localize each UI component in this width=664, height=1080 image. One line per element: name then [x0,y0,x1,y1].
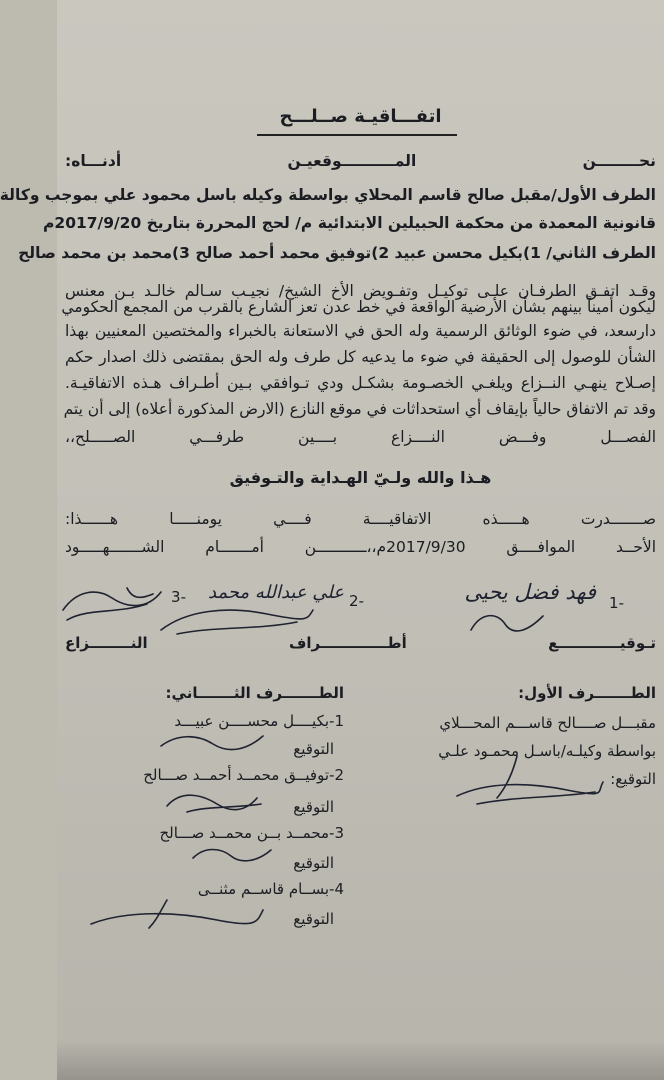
issued-line-1: صـــــــدرت هـــــذه الاتفاقيــــة فــــي يومنـــــا هــــــذا: [65,510,656,528]
intro-line: نحــــــــن المــــــــــوقعيـن أدنـــاه: [65,152,656,170]
witness-3-signature-icon [57,580,167,630]
body-line: الفصـــل وفـــض النــــزاع بــــين طرفـــي الصـــــلح،، [65,428,656,446]
second-party-member-name: 4-بســام قاســم مثنــى [197,880,344,898]
body-line: وقد تم الاتفاق حالياً بإيقاف أي استحداثات في موقع النازع (الارض المذكورة أعلاه) إلى أن يتم [63,400,656,418]
first-party-signature-icon [447,752,607,812]
first-party-name: مقبـــل صــــالح قاســـم المحـــلاي [439,714,656,732]
witness-2-name: علي عبدالله محمد [208,582,344,603]
second-party-member-name: 1-بكيــــل محســــن عبيـــد [174,712,344,730]
body-line: ليكون أميناً بينهم بشأن الأرضية الواقعة في خط عدن تعز الشارع بالقرب من المجمع الحكومي [61,298,656,316]
second-party-member-signature-label: التوقيع [293,910,334,928]
second-party-member-name: 3-محمــد بــن محمــد صـــالح [159,824,344,842]
body-line: إصـلاح ينهـي النــزاع ويلغـي الخصـومة بشكـل ودي تـوافقي بـين أطـراف هـذه الاتفاقيـة. [65,374,656,392]
witness-2-number: -2 [349,592,364,610]
first-party-signature-label: التوقيع: [610,770,656,788]
first-party-agent: بواسطة وكيلـه/باسـل محمـود علـي [438,742,656,760]
closing-phrase: هـذا والله ولـيّ الهـداية والتـوفيق [229,468,492,487]
second-party-member-signature-label: التوقيع [293,798,334,816]
member-4-signature-icon [87,896,267,936]
second-party-member-signature-label: التوقيع [293,740,334,758]
second-party-member-signature-label: التوقيع [293,854,334,872]
first-party-line-1: الطرف الأول/مقبل صالح قاسم المحلاي بواسطة وكيله باسل محمود علي بموجب وكالة [0,186,656,204]
first-party-line-2: قانونية المعمدة من محكمة الحبيلين الابتدائية م/ لحج المحررة بتاريخ 2017/9/20م [43,214,656,232]
member-2-signature-icon [157,786,267,816]
second-party-heading: الطـــــــرف الثـــــــاني: [165,684,344,702]
member-1-signature-icon [157,728,267,758]
member-3-signature-icon [187,842,277,868]
issued-line-2: الأحــد الموافــــق 2017/9/30م،،ـــــــــــن أمـــــــام الشـــــــهـــــود [65,538,657,556]
second-party-line: الطرف الثاني/ 1)بكيل محسن عبيد 2)توفيق محمد أحمد صالح 3)محمد بن محمد صالح [18,244,656,262]
body-line: دارسعد، في ضوء الوثائق الرسمية وله الحق في الاستعانة بالخبراء والمختصين المعنيين بهذا [65,322,656,340]
witness-1-name: فهد فضل يحيى [464,580,596,604]
page-shadow [57,1040,664,1080]
body-line: الشأن للوصول إلى الحقيقة في ضوء ما يدعيه كل طرف وله الحق بمقتضى ذلك اصدار حكم [65,348,656,366]
witness-1-number: -1 [609,594,624,612]
document-title: اتفـــاقيـة صــلـــح [279,106,442,127]
first-party-heading: الطـــــــرف الأول: [518,684,656,702]
parties-signature-label: تـوقيــــــــــــع أطـــــــــــــراف النــــــــزاع [65,634,656,652]
body-line: وقـد اتفـق الطرفـان علـى توكيـل وتفـويض الأخ الشيخ/ نجيـب سـالم خالـد بـن معنس [65,282,656,300]
title-underline [257,134,457,136]
second-party-member-name: 2-توفيــق محمــد أحمــد صـــالح [143,766,344,784]
witness-3-number: -3 [171,588,186,606]
